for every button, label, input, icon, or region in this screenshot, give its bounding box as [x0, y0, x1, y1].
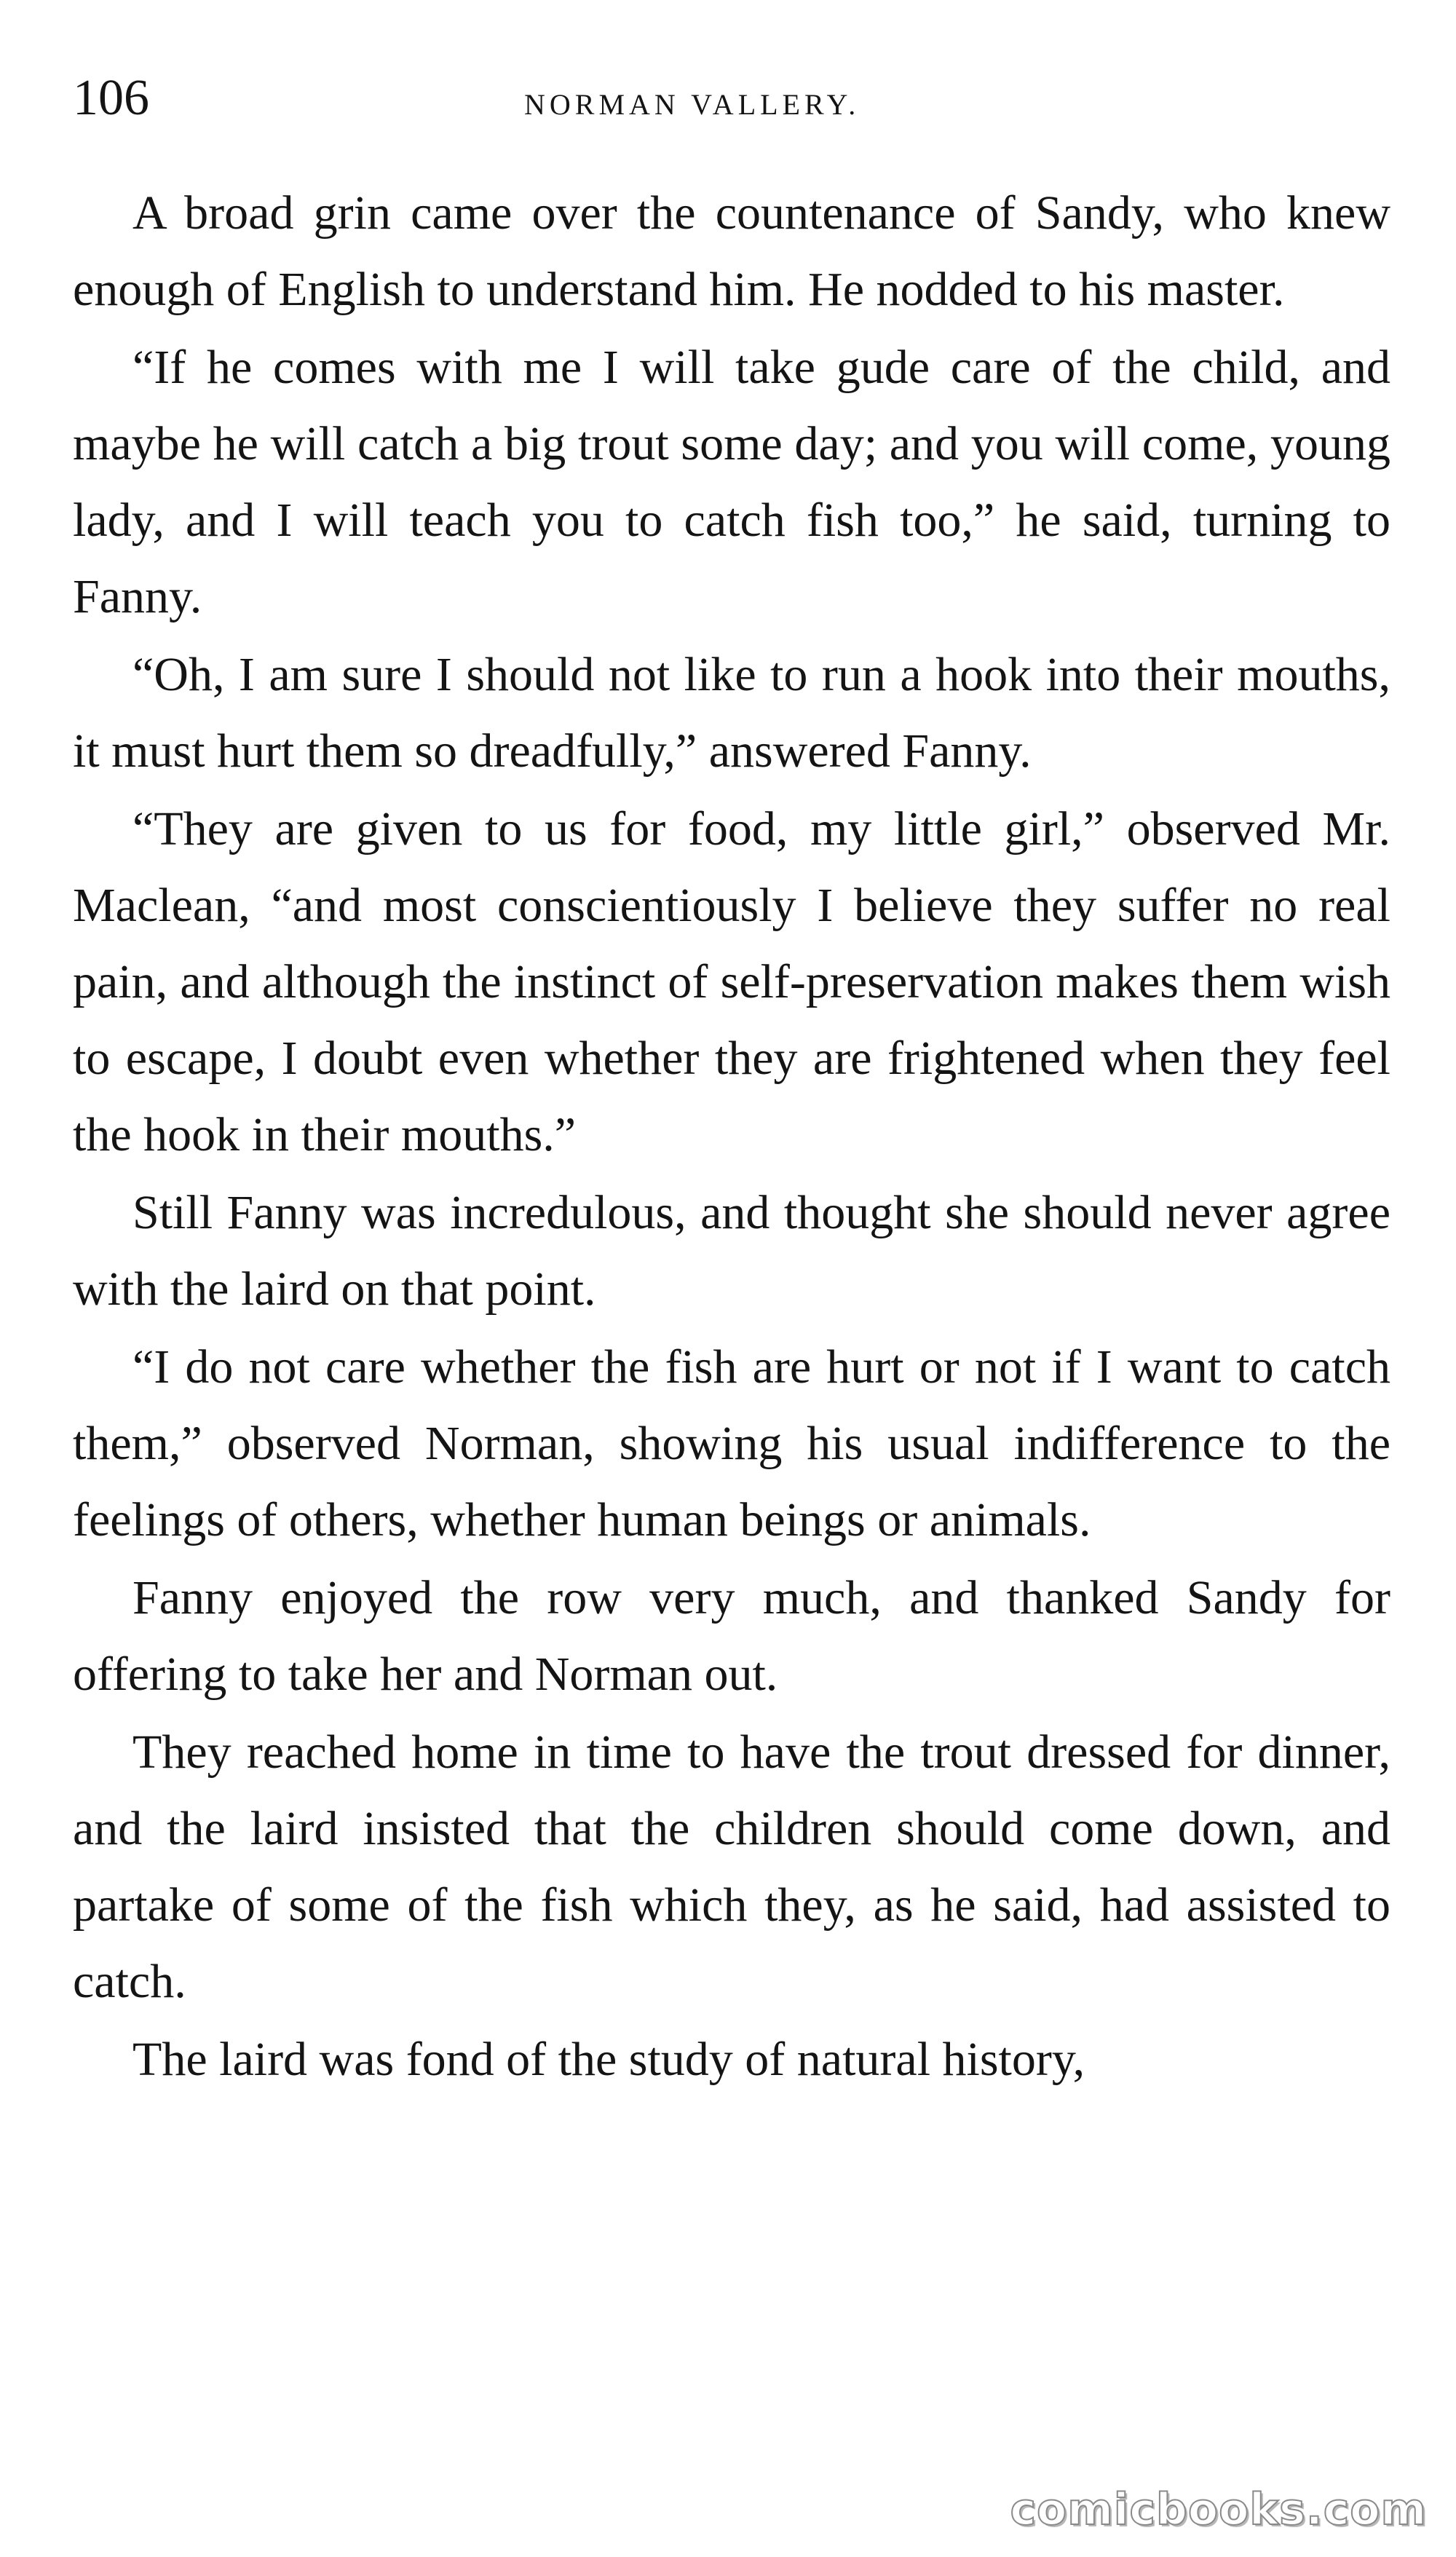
- paragraph: A broad grin came over the countenance of Sandy, who knew enough of English to understand him. He nodded to his master.: [73, 186, 1390, 316]
- paragraph: Still Fanny was incredulous, and thought she should never agree with the laird on that point.: [73, 1186, 1390, 1316]
- paragraph: “I do not care whether the fish are hurt or not if I want to catch them,” observed Norman, showing his usual indifference to the feelings of others, whether human beings or animals.: [73, 1340, 1390, 1546]
- paragraph: They reached home in time to have the trout dressed for dinner, and the laird insisted that the children should come down, and partake of some of the fish which they, as he said, had assisted to catch.: [73, 1726, 1390, 2008]
- paragraph: “They are given to us for food, my little girl,” observed Mr. Maclean, “and most conscientiously I believe they suffer no real pain, and although the instinct of self-preservation makes them wish to escape, I doubt even whether they are frightened when they feel the hook in their mouths.”: [73, 802, 1390, 1161]
- page-header: [73, 58, 1390, 146]
- paragraph: The laird was fond of the study of natural history,: [132, 2033, 1085, 2086]
- running-title: NORMAN VALLERY.: [524, 88, 860, 121]
- page-number: 106: [73, 70, 149, 126]
- body-text: [73, 175, 1390, 2099]
- watermark: comicbooks.com: [1010, 2484, 1427, 2535]
- paragraph: “If he comes with me I will take gude care of the child, and maybe he will catch a big trout some day; and you will come, young lady, and I will teach you to catch fish too,” he said, turning to Fanny.: [73, 341, 1390, 623]
- paragraph: “Oh, I am sure I should not like to run a hook into their mouths, it must hurt them so dreadfully,” answered Fanny.: [73, 648, 1390, 778]
- paragraph: Fanny enjoyed the row very much, and thanked Sandy for offering to take her and Norman out.: [73, 1571, 1390, 1701]
